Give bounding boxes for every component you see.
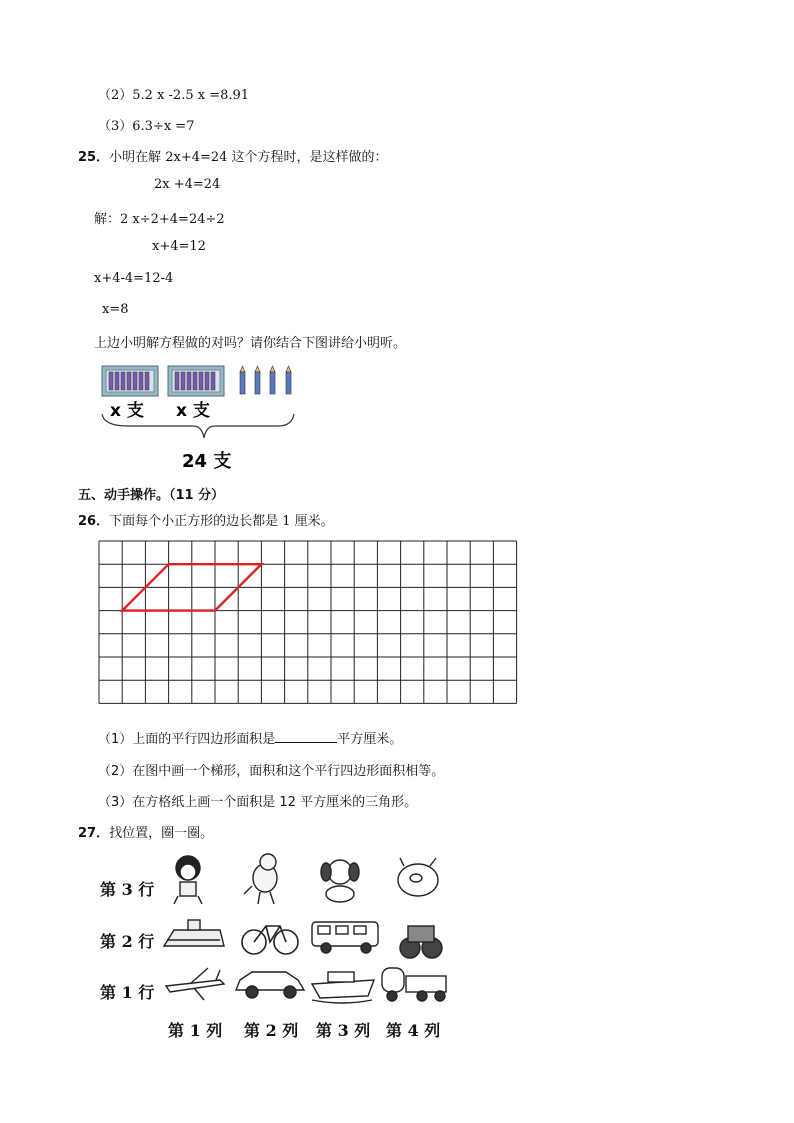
col-label-4: 第 4 列 [386,1021,441,1040]
q25-step5: x=8 [102,302,129,317]
row-label-1: 第 1 行 [100,983,155,1002]
single-pencils-icon [240,366,291,394]
picture-grid [160,850,460,1010]
col-label-3: 第 3 列 [316,1021,371,1040]
car-icon[interactable] [236,972,304,998]
q26-part1-text: （1）上面的平行四边形面积是 [98,732,276,747]
row-label-2: 第 2 行 [100,932,155,951]
van-icon[interactable] [312,922,378,953]
q26-part1 [98,728,402,747]
q27-text [78,822,213,841]
ship-icon[interactable] [312,972,374,1003]
bicycle-icon[interactable] [242,926,298,954]
q25-step2: 解：2 x÷2+4=24÷2 [94,212,225,227]
box-label-2: x 支 [176,401,210,421]
box-label-1: x 支 [110,401,144,421]
q25-step3: x+4=12 [152,239,206,254]
q24-part3: （3）6.3÷x =7 [98,119,195,134]
answer-blank[interactable] [275,730,337,743]
col-label-1: 第 1 列 [168,1021,223,1040]
q25-prompt: 小明在解 2x+4=24 这个方程时，是这样做的： [109,150,388,165]
airplane-icon[interactable] [166,968,224,1000]
square-grid [98,540,518,716]
q26-number: 26． [78,514,110,529]
truck-icon[interactable] [382,968,446,1001]
q26-part3: （3）在方格纸上画一个面积是 12 平方厘米的三角形。 [98,795,418,810]
q25-step4: x+4-4=12-4 [94,271,174,286]
q26-part1-unit: 平方厘米。 [337,732,403,747]
q25-text [78,146,388,165]
girl-icon[interactable] [174,856,202,904]
train-icon[interactable] [164,920,224,946]
q25-step1: 2x +4=24 [154,177,221,192]
q26-prompt: 下面每个小正方形的边长都是 1 厘米。 [109,514,334,529]
total-label: 24 支 [182,451,232,472]
q26-text [78,510,334,529]
pencil-box-icon [168,366,224,396]
pig-icon[interactable] [398,858,438,896]
dog-icon[interactable] [321,860,359,902]
q27-prompt: 找位置，圈一圈。 [109,826,214,841]
motorcycle-icon[interactable] [400,926,442,958]
dinosaur-icon[interactable] [244,854,277,904]
q25-question: 上边小明解方程做的对吗？请你结合下图讲给小明听。 [94,336,407,351]
col-label-2: 第 2 列 [244,1021,299,1040]
q25-number: 25． [78,150,110,165]
pencil-box-icon [102,366,158,396]
section5-title: 五、动手操作。（11 分） [78,488,225,503]
pencil-box-figure [98,360,308,475]
q27-number: 27． [78,826,110,841]
q24-part2: （2）5.2 x -2.5 x =8.91 [98,88,250,103]
q26-part2: （2）在图中画一个梯形，面积和这个平行四边形面积相等。 [98,764,445,779]
row-label-3: 第 3 行 [100,880,155,899]
